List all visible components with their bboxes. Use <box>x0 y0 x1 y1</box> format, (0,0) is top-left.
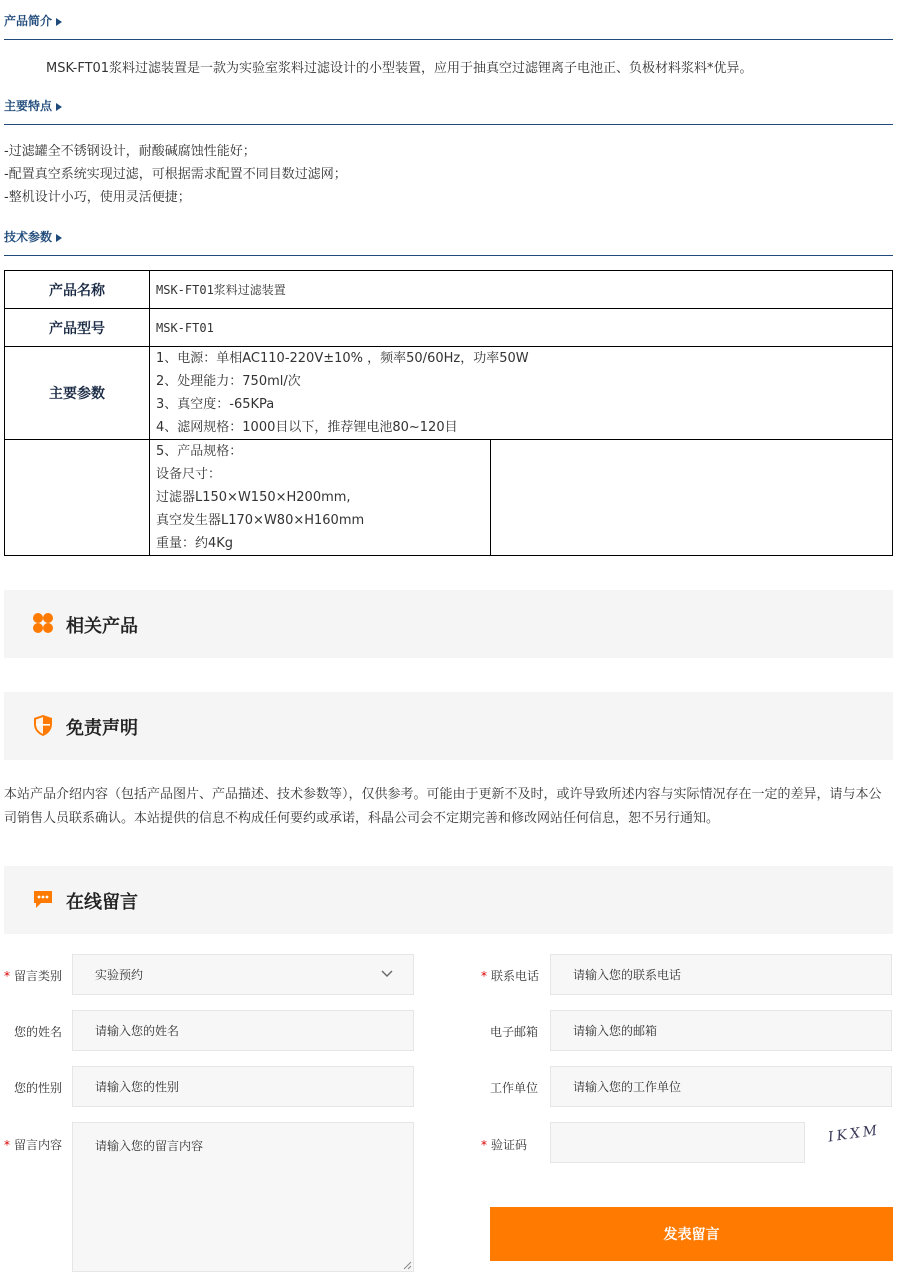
spec-model-label: 产品型号 <box>5 309 150 347</box>
size-line: 5、产品规格： <box>156 444 243 459</box>
size-line: 过滤器L150×W150×H200mm, <box>156 490 351 505</box>
triangle-right-icon <box>56 103 62 111</box>
captcha-image[interactable]: IKXM <box>827 1122 882 1146</box>
related-products-panel <box>4 590 893 658</box>
param-line: 4、滤网规格：1000目以下，推荐锂电池80~120目 <box>156 420 458 435</box>
spec-size-value <box>150 440 491 556</box>
related-products-title: 相关产品 <box>66 616 138 637</box>
section-header-specs <box>4 228 893 256</box>
spec-empty-cell <box>5 440 150 556</box>
param-line: 3、真空度：-65KPa <box>156 397 275 412</box>
section-header-intro <box>4 12 893 40</box>
intro-text: MSK-FT01浆料过滤装置是一款为实验室浆料过滤设计的小型装置，应用于抽真空过滤锂离子电池正、负极材料浆料*优异。 <box>46 61 753 76</box>
disclaimer-text: 本站产品介绍内容（包括产品图片、产品描述、技术参数等），仅供参考。可能由于更新不及时，或许导致所述内容与实际情况存在一定的差异，请与本公司销售人员联系确认。本站提供的信息不构成任何要约或承诺，科晶公司会不定期完善和修改网站任何信息，恕不另行通知。 <box>4 787 882 826</box>
grid-icon <box>32 612 54 634</box>
feature-item: -整机设计小巧，使用灵活便捷； <box>4 190 191 205</box>
intro-title: 产品简介 <box>4 14 53 28</box>
disclaimer-title: 免责声明 <box>66 718 138 739</box>
content-textarea[interactable]: 请输入您的留言内容 <box>72 1122 414 1272</box>
content-label: * 留言内容 <box>4 1138 63 1152</box>
category-value: 实验预约 <box>95 968 144 982</box>
table-row <box>5 347 893 440</box>
size-line: 重量：约4Kg <box>156 536 234 551</box>
name-input[interactable]: 请输入您的姓名 <box>72 1010 414 1051</box>
spec-model-value: MSK-FT01 <box>150 309 893 347</box>
category-select[interactable] <box>72 954 414 995</box>
gender-label: 您的性别 <box>14 1081 63 1095</box>
spec-name-label: 产品名称 <box>5 271 150 309</box>
feature-item: -配置真空系统实现过滤，可根据需求配置不同目数过滤网； <box>4 167 347 182</box>
gender-input[interactable]: 请输入您的性别 <box>72 1066 414 1107</box>
phone-label: * 联系电话 <box>481 969 540 983</box>
table-row <box>5 271 893 309</box>
email-label: 电子邮箱 <box>490 1025 539 1039</box>
features-title: 主要特点 <box>4 99 53 113</box>
size-line: 真空发生器L170×W80×H160mm <box>156 513 365 528</box>
shield-icon <box>32 714 54 736</box>
message-panel <box>4 866 893 934</box>
triangle-right-icon <box>56 18 62 26</box>
table-row <box>5 440 893 556</box>
resize-handle-icon[interactable] <box>402 1260 412 1270</box>
submit-button[interactable]: 发表留言 <box>490 1207 893 1261</box>
feature-item: -过滤罐全不锈钢设计，耐酸碱腐蚀性能好； <box>4 144 256 159</box>
name-label: 您的姓名 <box>14 1025 63 1039</box>
spec-name-value: MSK-FT01浆料过滤装置 <box>150 271 893 309</box>
spec-empty-cell <box>491 440 893 556</box>
spec-params-value <box>150 347 893 440</box>
message-title: 在线留言 <box>66 892 138 913</box>
spec-table <box>4 270 893 556</box>
company-input[interactable]: 请输入您的工作单位 <box>550 1066 892 1107</box>
triangle-right-icon <box>56 234 62 242</box>
company-label: 工作单位 <box>490 1081 539 1095</box>
chat-bubble-icon <box>32 888 54 910</box>
param-line: 2、处理能力：750ml/次 <box>156 374 301 389</box>
section-header-features <box>4 97 893 125</box>
category-label: * 留言类别 <box>4 969 63 983</box>
table-row <box>5 309 893 347</box>
captcha-input[interactable] <box>550 1122 805 1163</box>
spec-params-label: 主要参数 <box>5 347 150 440</box>
disclaimer-panel <box>4 692 893 760</box>
captcha-label: * 验证码 <box>481 1138 528 1152</box>
chevron-down-icon <box>381 970 393 978</box>
features-list <box>4 140 347 209</box>
specs-title: 技术参数 <box>4 230 53 244</box>
email-input[interactable]: 请输入您的邮箱 <box>550 1010 892 1051</box>
phone-input[interactable]: 请输入您的联系电话 <box>550 954 892 995</box>
size-line: 设备尺寸： <box>156 467 222 482</box>
param-line: 1、电源：单相AC110-220V±10% ，频率50/60Hz，功率50W <box>156 351 529 366</box>
